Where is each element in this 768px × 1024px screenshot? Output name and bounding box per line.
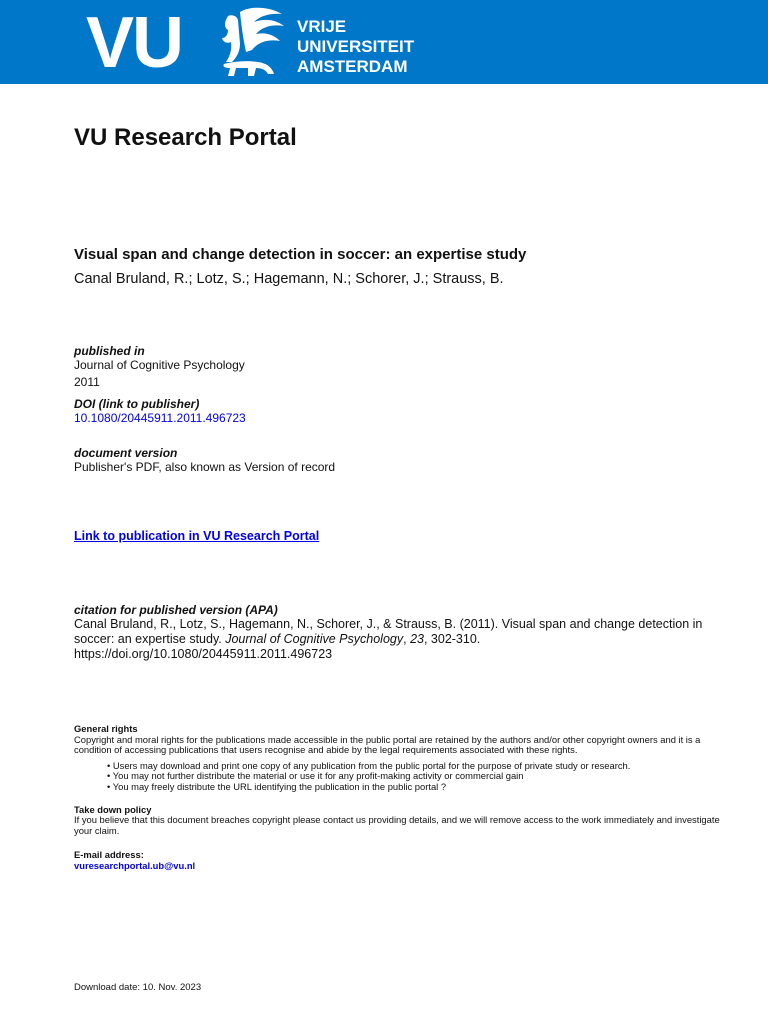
logo-abbreviation: VU	[86, 3, 183, 83]
published-in-label: published in	[74, 344, 145, 358]
publication-authors: Canal Bruland, R.; Lotz, S.; Hagemann, N.; Schorer, J.; Strauss, B.	[74, 271, 504, 287]
citation-url: https://doi.org/10.1080/20445911.2011.496723	[74, 647, 333, 661]
doi-label: DOI (link to publisher)	[74, 397, 200, 411]
download-date: Download date: 10. Nov. 2023	[74, 982, 202, 993]
citation-section	[74, 603, 724, 662]
logo-wordmark	[297, 17, 414, 77]
publication-year: 2011	[74, 375, 100, 389]
rights-bullet: • Users may download and print one copy of any publication from the public portal for the purpose of private study or research.	[107, 761, 734, 772]
logo-line: VRIJE	[297, 17, 347, 36]
portal-publication-link[interactable]: Link to publication in VU Research Portal	[74, 529, 320, 543]
email-link[interactable]: vuresearchportal.ub@vu.nl	[74, 859, 196, 871]
rights-bullet: • You may not further distribute the material or use it for any profit-making activity or commercial gain	[107, 771, 734, 782]
griffin-icon	[210, 4, 290, 80]
document-version-value: Publisher's PDF, also known as Version of record	[74, 460, 336, 474]
takedown-heading: Take down policy	[74, 803, 152, 815]
document-version-label: document version	[74, 446, 178, 460]
doi-link[interactable]: 10.1080/20445911.2011.496723	[74, 411, 246, 425]
general-rights-heading: General rights	[74, 723, 138, 734]
citation-journal: Journal of Cognitive Psychology	[225, 632, 404, 646]
doi-section	[74, 397, 246, 426]
logo-line: AMSTERDAM	[297, 57, 408, 76]
publication-title: Visual span and change detection in soccer: an expertise study	[74, 246, 527, 263]
document-version-section	[74, 446, 335, 475]
rights-bullet: • You may freely distribute the URL identifying the publication in the public portal ?	[107, 782, 734, 793]
citation-text: Canal Bruland, R., Lotz, S., Hagemann, N., Schorer, J., & Strauss, B. (2011). Visual span and change detection in soccer: an expertise study.	[74, 617, 703, 646]
citation-separator: ,	[403, 632, 411, 646]
takedown-text: If you believe that this document breaches copyright please contact us providing details, and we will remove access to the work immediately and investigate your claim.	[74, 814, 720, 836]
logo-line: UNIVERSITEIT	[297, 37, 415, 56]
published-in-section	[74, 344, 245, 390]
header-bar	[0, 0, 768, 84]
citation-label: citation for published version (APA)	[74, 603, 278, 617]
portal-title: VU Research Portal	[74, 124, 297, 151]
citation-volume: 23	[410, 632, 424, 646]
citation-pages: , 302-310.	[423, 632, 481, 646]
rights-section	[74, 724, 734, 872]
rights-list	[74, 761, 734, 793]
email-heading: E-mail address:	[74, 849, 144, 861]
journal-name: Journal of Cognitive Psychology	[74, 358, 245, 372]
general-rights-text: Copyright and moral rights for the publications made accessible in the public portal are retained by the authors and/or other copyright owners and it is a condition of accessing publications that users recognise and abide by the legal requirements associated with these rights.	[74, 733, 701, 756]
